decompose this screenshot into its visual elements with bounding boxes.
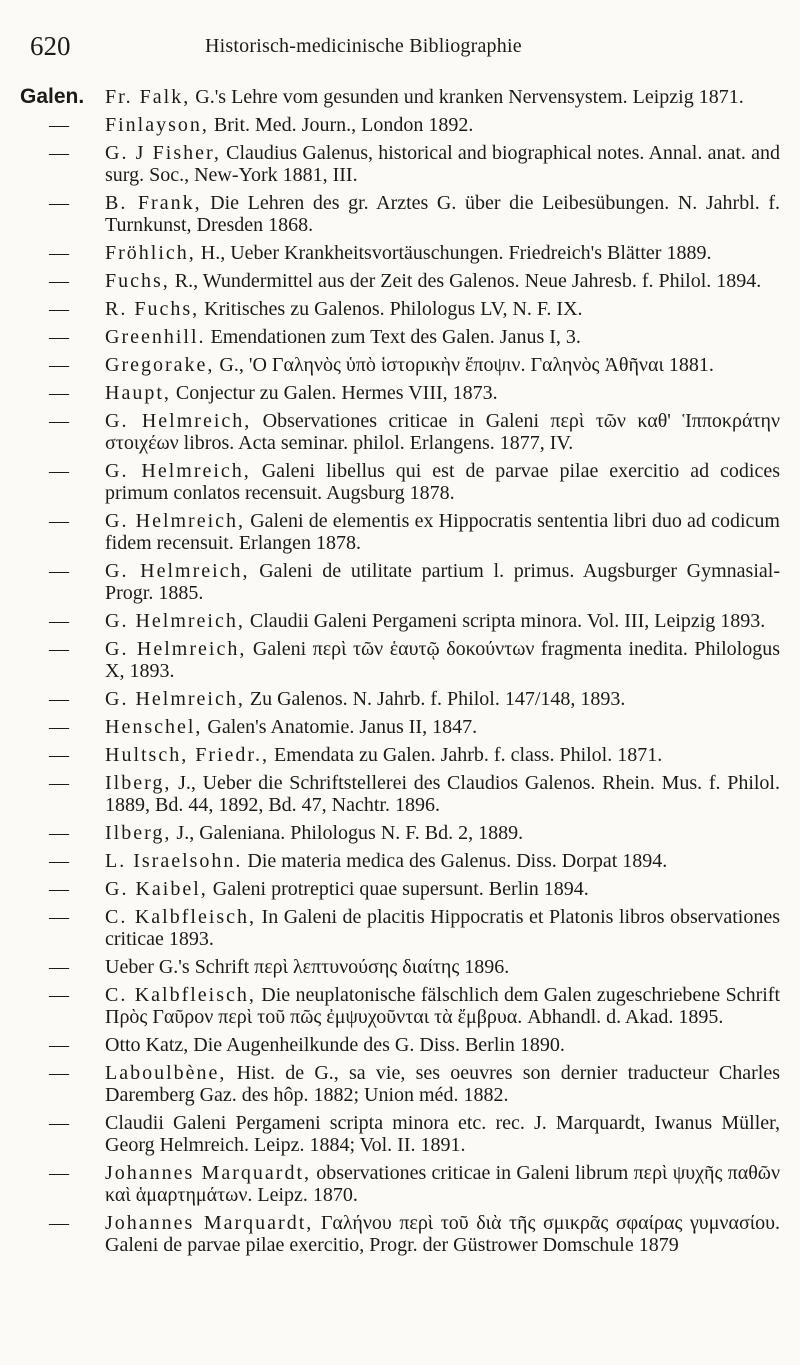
entry-citation: Die neuplatonische fälschlich dem Galen zugeschriebene Schrift Πρὸς Γαῦρον περὶ τοῦ πῶς ἐμψυχοῦνται τὰ ἔμβρυα. Abhandl. d. Akad. 1895. [105, 984, 780, 1028]
entry-author: Fr. Falk, [105, 86, 191, 108]
entry-text [105, 192, 782, 236]
entry-author: Henschel, [105, 716, 203, 738]
bibliography-entry [20, 510, 782, 554]
entry-citation: Γαλήνου περὶ τοῦ διὰ τῆς σμικρᾶς σφαίρας γυμνασίου. Galeni de parvae pilae exercitio, Progr. der Güstrower Domschule 1879 [105, 1212, 781, 1256]
entry-text [105, 242, 782, 264]
entry-author: Gregorake, [105, 354, 215, 376]
entry-citation: Galeni de utilitate partium l. primus. Augsburger Gymnasial-Progr. 1885. [105, 560, 780, 604]
entry-dash: — [49, 716, 69, 738]
entry-text [105, 354, 782, 376]
entry-citation: H., Ueber Krankheitsvortäuschungen. Friedreich's Blätter 1889. [195, 242, 712, 264]
page-number: 620 [30, 31, 71, 61]
entry-author: G. Helmreich, [105, 610, 245, 632]
running-title: Historisch-medicinische Bibliographie [205, 35, 522, 57]
entry-author: Greenhill. [105, 326, 206, 348]
entry-citation: G.'s Lehre vom gesunden und kranken Nervensystem. Leipzig 1871. [190, 86, 744, 108]
entry-dash: — [49, 326, 69, 348]
entry-dash: — [49, 1034, 69, 1056]
entry-citation: Claudii Galeni Pergameni scripta minora etc. rec. J. Marquardt, Iwanus Müller, Georg Helmreich. Leipz. 1884; Vol. II. 1891. [105, 1112, 780, 1156]
entry-author: R. Fuchs, [105, 298, 200, 320]
entry-author: G. Helmreich, [105, 688, 245, 710]
entry-citation: Kritisches zu Galenos. Philologus LV, N. F. IX. [199, 298, 583, 320]
bibliography-entry [20, 242, 782, 264]
entry-dash: — [49, 1112, 69, 1134]
entry-dash: — [49, 906, 69, 928]
entry-author: G. Kaibel, [105, 878, 208, 900]
entry-citation: Claudius Galenus, historical and biographical notes. Annal. anat. and surg. Soc., New-York 1881, III. [105, 142, 780, 186]
bibliography-entry [20, 688, 782, 710]
entry-citation: G., 'Ο Γαληνὸς ὑπὸ ἱστορικὴν ἔποψιν. Γαληνὸς Ἀθῆναι 1881. [214, 354, 714, 376]
entry-dash: — [49, 610, 69, 632]
entry-citation: observationes criticae in Galeni librum περὶ ψυχῆς παθῶν καὶ ἁμαρτημάτων. Leipz. 1870. [105, 1162, 781, 1206]
bibliography-entry [20, 410, 782, 454]
bibliography-entry [20, 192, 782, 236]
bibliography-entry [20, 878, 782, 900]
entry-dash: — [49, 984, 69, 1006]
bibliography-entry [20, 822, 782, 844]
bibliography-entry [20, 1062, 782, 1106]
entry-author: G. Helmreich, [105, 638, 247, 660]
entry-citation: J., Ueber die Schriftstellerei des Claudios Galenos. Rhein. Mus. f. Philol. 1889, Bd. 44, 1892, Bd. 47, Nachtr. 1896. [105, 772, 780, 816]
entry-dash: — [49, 192, 69, 214]
entry-text [105, 1034, 782, 1056]
bibliography-entry [20, 772, 782, 816]
entry-author: L. Israelsohn. [105, 850, 243, 872]
entry-dash: — [49, 270, 69, 292]
bibliography-entry [20, 716, 782, 738]
entry-citation: Galeni de elementis ex Hippocratis sententia libri duo ad codicum fidem recensuit. Erlangen 1878. [105, 510, 780, 554]
entry-author: Johannes Marquardt, [105, 1212, 314, 1234]
entry-dash: — [49, 114, 69, 136]
entry-dash: — [49, 298, 69, 320]
bibliography-entry [20, 744, 782, 766]
bibliography-entry [20, 142, 782, 186]
entry-dash: — [49, 142, 69, 164]
bibliography-entry [20, 906, 782, 950]
entry-heading: Galen. [20, 85, 85, 108]
entry-author: Ilberg, [105, 772, 172, 794]
entry-citation: R., Wundermittel aus der Zeit des Galenos. Neue Jahresb. f. Philol. 1894. [169, 270, 762, 292]
entry-author: Fuchs, [105, 270, 170, 292]
entry-citation: Conjectur zu Galen. Hermes VIII, 1873. [170, 382, 498, 404]
page-header [30, 28, 770, 68]
bibliography-entry [20, 850, 782, 872]
entry-author: Johannes Marquardt, [105, 1162, 311, 1184]
entry-author: G. J Fisher, [105, 142, 221, 164]
bibliography-entries [20, 86, 782, 1262]
bibliography-entry [20, 354, 782, 376]
entry-citation: Otto Katz, Die Augenheilkunde des G. Diss. Berlin 1890. [105, 1034, 565, 1056]
entry-dash: — [49, 460, 69, 482]
entry-dash: — [49, 510, 69, 532]
entry-citation: Emendata zu Galen. Jahrb. f. class. Philol. 1871. [269, 744, 663, 766]
entry-author: G. Helmreich, [105, 560, 250, 582]
entry-text [105, 822, 782, 844]
entry-dash: — [49, 744, 69, 766]
entry-author: G. Helmreich, [105, 510, 246, 532]
entry-author: Finlayson, [105, 114, 209, 136]
entry-text [105, 1212, 782, 1256]
entry-dash: — [49, 822, 69, 844]
entry-text [105, 850, 782, 872]
entry-text [105, 1062, 782, 1106]
entry-citation: Observationes criticae in Galeni περὶ τῶν καθ' Ἱπποκράτην στοιχέων libros. Acta seminar. philol. Erlangens. 1877, IV. [105, 410, 780, 454]
bibliography-entry [20, 382, 782, 404]
entry-text [105, 1162, 782, 1206]
entry-author: B. Frank, [105, 192, 202, 214]
entry-dash: — [49, 1212, 69, 1234]
bibliography-entry [20, 114, 782, 136]
entry-text [105, 326, 782, 348]
entry-dash: — [49, 638, 69, 660]
bibliography-entry [20, 270, 782, 292]
entry-author: C. Kalbfleisch, [105, 984, 256, 1006]
entry-citation: Hist. de G., sa vie, ses oeuvres son dernier traducteur Charles Daremberg Gaz. des hôp. 1882; Union méd. 1882. [105, 1062, 780, 1106]
entry-citation: Die Lehren des gr. Arztes G. über die Leibesübungen. N. Jahrbl. f. Turnkunst, Dresden 1868. [105, 192, 781, 236]
entry-text [105, 906, 782, 950]
bibliography-entry [20, 956, 782, 978]
entry-text [105, 298, 782, 320]
entry-author: G. Helmreich, [105, 410, 252, 432]
entry-dash: — [49, 878, 69, 900]
bibliography-entry [20, 86, 782, 108]
entry-citation: Ueber G.'s Schrift περὶ λεπτυνούσης διαίτης 1896. [105, 956, 510, 978]
entry-dash: — [49, 772, 69, 794]
entry-citation: Galeni libellus qui est de parvae pilae exercitio ad codices primum conlatos recensuit. Augsburg 1878. [105, 460, 780, 504]
entry-citation: Brit. Med. Journ., London 1892. [208, 114, 474, 136]
entry-dash: — [49, 354, 69, 376]
entry-dash: — [49, 382, 69, 404]
bibliography-entry [20, 1112, 782, 1156]
entry-text [105, 86, 782, 108]
bibliography-entry [20, 1162, 782, 1206]
entry-citation: J., Galeniana. Philologus N. F. Bd. 2, 1889. [171, 822, 524, 844]
entry-text [105, 142, 782, 186]
bibliography-entry [20, 984, 782, 1028]
entry-citation: Emendationen zum Text des Galen. Janus I, 3. [205, 326, 581, 348]
bibliography-entry [20, 1212, 782, 1256]
entry-citation: Zu Galenos. N. Jahrb. f. Philol. 147/148, 1893. [244, 688, 626, 710]
bibliography-entry [20, 326, 782, 348]
entry-text [105, 114, 782, 136]
entry-text [105, 744, 782, 766]
entry-author: Haupt, [105, 382, 171, 404]
entry-text [105, 270, 782, 292]
entry-text [105, 956, 782, 978]
entry-author: G. Helmreich, [105, 460, 251, 482]
entry-text [105, 984, 782, 1028]
bibliography-entry [20, 638, 782, 682]
entry-dash: — [49, 560, 69, 582]
bibliography-entry [20, 1034, 782, 1056]
entry-author: C. Kalbfleisch, [105, 906, 257, 928]
bibliography-entry [20, 460, 782, 504]
entry-dash: — [49, 850, 69, 872]
entry-text [105, 560, 782, 604]
entry-dash: — [49, 242, 69, 264]
entry-dash: — [49, 1062, 69, 1084]
bibliography-entry [20, 560, 782, 604]
entry-text [105, 716, 782, 738]
entry-dash: — [49, 1162, 69, 1184]
entry-citation: In Galeni de placitis Hippocratis et Platonis libros observationes criticae 1893. [105, 906, 780, 950]
entry-citation: Galen's Anatomie. Janus II, 1847. [202, 716, 478, 738]
entry-text [105, 878, 782, 900]
entry-citation: Galeni protreptici quae supersunt. Berlin 1894. [207, 878, 589, 900]
entry-author: Laboulbène, [105, 1062, 227, 1084]
entry-text [105, 1112, 782, 1156]
entry-text [105, 610, 782, 632]
entry-dash: — [49, 410, 69, 432]
entry-author: Hultsch, Friedr., [105, 744, 269, 766]
entry-text [105, 382, 782, 404]
entry-text [105, 460, 782, 504]
entry-text [105, 638, 782, 682]
entry-author: Fröhlich, [105, 242, 196, 264]
entry-text [105, 510, 782, 554]
entry-dash: — [49, 688, 69, 710]
entry-citation: Die materia medica des Galenus. Diss. Dorpat 1894. [242, 850, 668, 872]
entry-citation: Galeni περὶ τῶν ἑαυτῷ δοκούντων fragmenta inedita. Philologus X, 1893. [105, 638, 780, 682]
bibliography-entry [20, 610, 782, 632]
entry-text [105, 688, 782, 710]
entry-author: Ilberg, [105, 822, 172, 844]
bibliography-entry [20, 298, 782, 320]
entry-dash: — [49, 956, 69, 978]
entry-citation: Claudii Galeni Pergameni scripta minora. Vol. III, Leipzig 1893. [244, 610, 766, 632]
entry-text [105, 410, 782, 454]
entry-text [105, 772, 782, 816]
